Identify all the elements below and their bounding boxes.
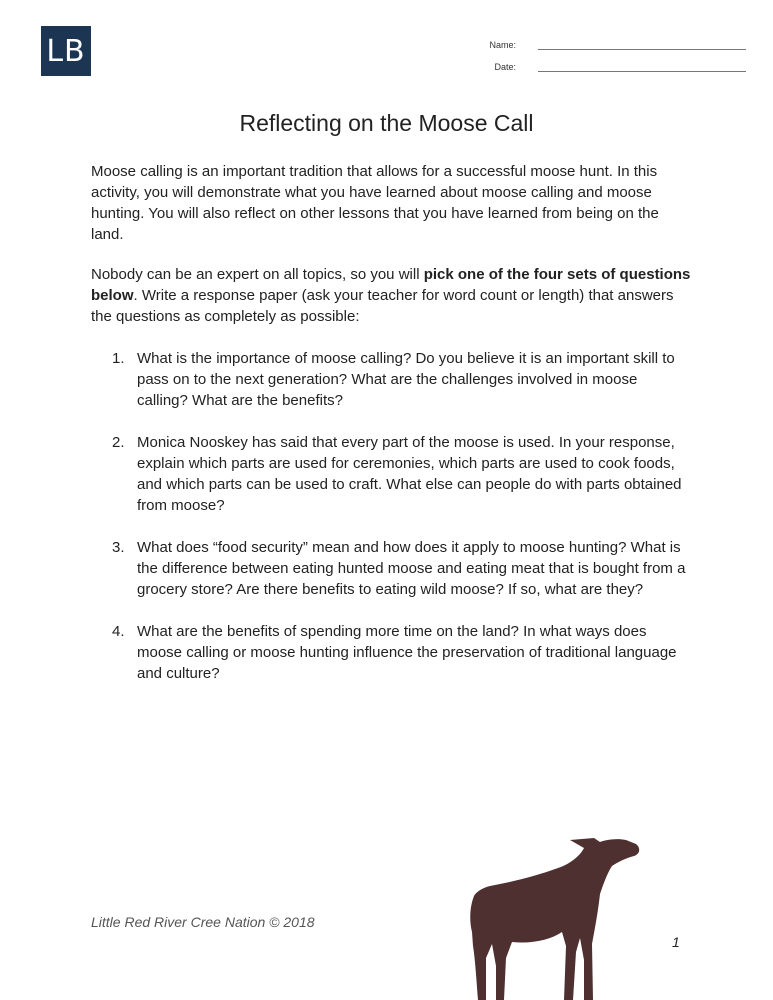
question-text: Monica Nooskey has said that every part of the moose is used. In your response, explain which parts are used for ceremonies, which parts are used to cook foods, and which parts can be used to craft. What else can people do with parts obtained from moose?	[137, 434, 682, 514]
question-number: 3.	[112, 539, 125, 556]
question-number: 4.	[112, 623, 125, 640]
copyright-credit: Little Red River Cree Nation © 2018	[91, 914, 315, 930]
instruction-text-after: . Write a response paper (ask your teacher for word count or length) that answers the questions as completely as possible:	[91, 287, 674, 325]
question-item	[112, 432, 692, 516]
question-text: What are the benefits of spending more time on the land? In what ways does moose calling or moose hunting influence the preservation of traditional language and culture?	[137, 623, 677, 682]
page-title: Reflecting on the Moose Call	[239, 110, 534, 136]
page-number: 1	[672, 934, 680, 950]
instruction-paragraph	[91, 264, 691, 327]
question-text: What is the importance of moose calling? Do you believe it is an important skill to pass on to the next generation? What are the challenges involved in moose calling? What are the benefits?	[137, 350, 675, 409]
name-field-line[interactable]	[538, 49, 746, 50]
moose-silhouette-icon	[466, 834, 646, 1000]
lb-logo: LB	[41, 26, 91, 76]
question-number: 2.	[112, 434, 125, 451]
date-field[interactable]	[470, 62, 746, 76]
question-item	[112, 537, 692, 600]
question-list	[112, 348, 692, 705]
question-item	[112, 621, 692, 684]
instruction-text-before: Nobody can be an expert on all topics, so you will	[91, 266, 424, 283]
date-field-line[interactable]	[538, 71, 746, 72]
name-field-label: Name:	[489, 40, 516, 50]
name-field[interactable]	[470, 40, 746, 54]
question-text: What does “food security” mean and how does it apply to moose hunting? What is the difference between eating hunted moose and eating meat that is bought from a grocery store? Are there benefits to eating wild moose? If so, what are they?	[137, 539, 686, 598]
date-field-label: Date:	[494, 62, 516, 72]
question-item	[112, 348, 692, 411]
intro-paragraph: Moose calling is an important tradition that allows for a successful moose hunt. In this activity, you will demonstrate what you have learned about moose calling and moose hunting. You will also reflect on other lessons that you have learned from being on the land.	[91, 163, 659, 243]
instruction-emphasis: pick one of the four sets of questions below	[91, 266, 691, 304]
question-number: 1.	[112, 350, 125, 367]
